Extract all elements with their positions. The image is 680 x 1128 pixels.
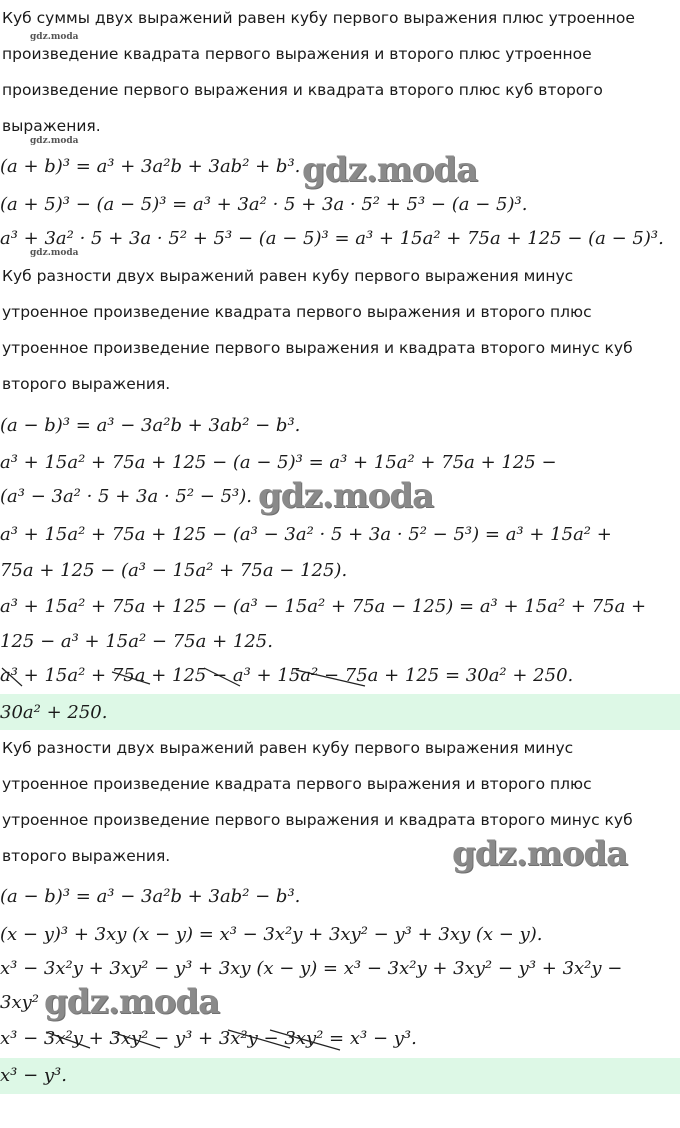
watermark-small: gdz.moda — [30, 248, 79, 258]
equation-line: (a³ − 3a² · 5 + 3a · 5² − 5³). — [0, 486, 252, 507]
equation-line: (a + 5)³ − (a − 5)³ = a³ + 3a² · 5 + 3a · 5² + 5³ − (a − 5)³. — [0, 194, 528, 215]
equation-line: (x − y)³ + 3xy (x − y) = x³ − 3x²y + 3xy² − y³ + 3xy (x − y). — [0, 924, 543, 945]
watermark-small: gdz.moda — [30, 136, 79, 146]
watermark-large: gdz.moda — [302, 150, 478, 190]
equation-line: a³ + 15a² + 75a + 125 − (a³ − 15a² + 75a − 125) = a³ + 15a² + 75a + — [0, 596, 647, 617]
equation-line-cancelled: a³ + 15a² + 75a + 125 − a³ + 15a² − 75a + 125 = 30a² + 250. — [0, 665, 574, 686]
rule-text-line: произведение первого выражения и квадрата второго плюс куб второго — [2, 81, 603, 99]
answer-value: 30a² + 250. — [0, 702, 108, 723]
equation-line: a³ + 15a² + 75a + 125 − (a³ − 3a² · 5 + 3a · 5² − 5³) = a³ + 15a² + — [0, 524, 612, 545]
watermark-large: gdz.moda — [258, 476, 434, 516]
equation-line: 3xy² — [0, 992, 39, 1013]
equation-line-cancelled: x³ − 3x²y + 3xy² − y³ + 3x²y − 3xy² = x³ − y³. — [0, 1028, 417, 1049]
strike-mark — [270, 1030, 340, 1050]
strike-mark — [204, 668, 240, 686]
strike-mark — [112, 1032, 160, 1048]
rule-text-line: Куб разности двух выражений равен кубу первого выражения минус — [2, 739, 574, 757]
equation-line: a³ + 3a² · 5 + 3a · 5² + 5³ − (a − 5)³ = a³ + 15a² + 75a + 125 − (a − 5)³. — [0, 228, 664, 249]
watermark-large: gdz.moda — [44, 982, 220, 1022]
equation-line: 75a + 125 − (a³ − 15a² + 75a − 125). — [0, 560, 348, 581]
equation-line: a³ + 15a² + 75a + 125 − (a − 5)³ = a³ + 15a² + 75a + 125 − — [0, 452, 557, 473]
equation-line: 125 − a³ + 15a² − 75a + 125. — [0, 631, 273, 652]
watermark-small: gdz.moda — [30, 32, 79, 42]
rule-text-line: утроенное произведение квадрата первого выражения и второго плюс — [2, 303, 592, 321]
rule-text-line: утроенное произведение первого выражения и квадрата второго минус куб — [2, 339, 633, 357]
rule-text-line: произведение квадрата первого выражения и второго плюс утроенное — [2, 45, 592, 63]
answer-value: x³ − y³. — [0, 1065, 67, 1086]
equation-line: (a − b)³ = a³ − 3a²b + 3ab² − b³. — [0, 415, 301, 436]
rule-text-line: Куб суммы двух выражений равен кубу первого выражения плюс утроенное — [2, 9, 635, 27]
rule-text-line: утроенное произведение квадрата первого выражения и второго плюс — [2, 775, 592, 793]
rule-text-line: выражения. — [2, 117, 101, 135]
strike-mark — [2, 668, 22, 686]
rule-text-line: второго выражения. — [2, 375, 171, 393]
rule-text-line: второго выражения. — [2, 847, 171, 865]
strike-mark — [112, 672, 150, 684]
rule-text-line: Куб разности двух выражений равен кубу первого выражения минус — [2, 267, 574, 285]
equation-line: (a + b)³ = a³ + 3a²b + 3ab² + b³. — [0, 156, 301, 177]
watermark-large: gdz.moda — [452, 834, 628, 874]
strike-mark — [296, 670, 365, 686]
equation-line: x³ − 3x²y + 3xy² − y³ + 3xy (x − y) = x³ − 3x²y + 3xy² − y³ + 3x²y − — [0, 958, 623, 979]
strike-mark — [46, 1032, 90, 1048]
equation-line: (a − b)³ = a³ − 3a²b + 3ab² − b³. — [0, 886, 301, 907]
rule-text-line: утроенное произведение первого выражения и квадрата второго минус куб — [2, 811, 633, 829]
